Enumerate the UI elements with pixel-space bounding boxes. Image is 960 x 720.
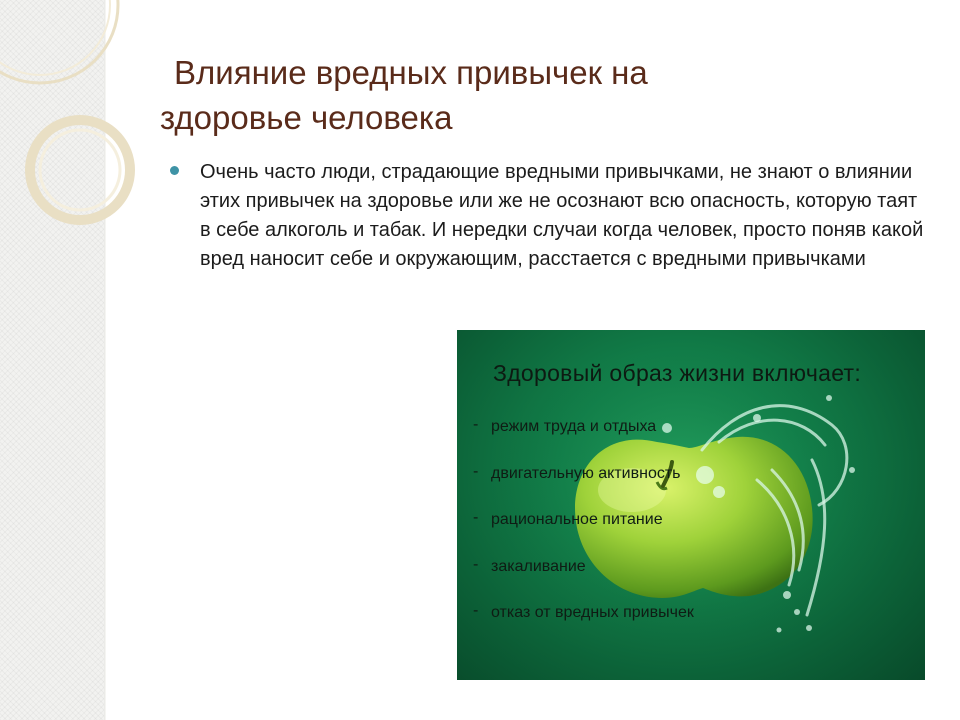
bullet-text: Очень часто люди, страдающие вредными привычками, не знают о влиянии этих привычек на здоровье или же не осознают всю опасность, которую таят в себе алкоголь и табак. И нередки случаи когда человек, просто поняв какой вред наносит себе и окружающим, расстается с вредными привычками	[200, 161, 924, 270]
healthy-lifestyle-panel	[457, 330, 925, 680]
list-dash: -	[473, 416, 479, 433]
bullet-point	[170, 158, 930, 274]
list-dash: -	[473, 555, 479, 573]
list-item-text: режим труда и отдыха	[491, 418, 657, 435]
list-item-text: двигательную активность	[491, 464, 681, 482]
list-item-text: отказ от вредных привычек	[491, 604, 694, 621]
list-dash: -	[473, 509, 479, 526]
slide-title-line-1: Влияние вредных привычек на	[174, 54, 648, 91]
slide-title	[160, 50, 860, 140]
ornament-circles-icon	[0, 0, 140, 240]
circle-bullet-icon	[170, 166, 179, 175]
list-item-text: закаливание	[491, 557, 586, 575]
list-dash: -	[473, 602, 479, 619]
list-dash: -	[473, 462, 479, 480]
panel-heading: Здоровый образ жизни включает:	[493, 360, 862, 386]
list-item-text: рациональное питание	[491, 511, 663, 528]
slide-title-line-2: здоровье человека	[160, 99, 453, 136]
